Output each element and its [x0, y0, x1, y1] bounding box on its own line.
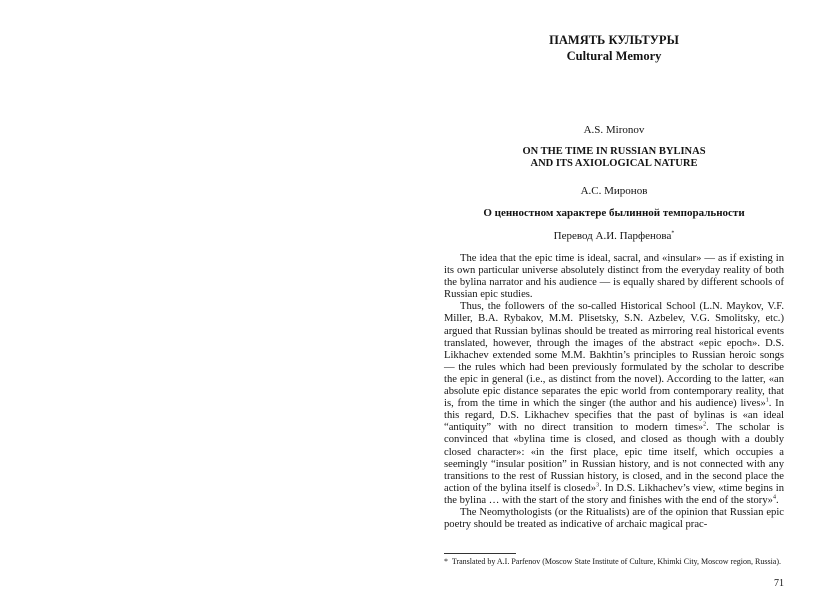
paragraph-2-part-d: . In D.S. Likhachev’s view, «time begins in the bylina … with the start of the story and finishes with the end of the story» — [444, 482, 784, 506]
footnote-ref-4: 4 — [772, 494, 776, 501]
footnote-ref-3: 3 — [596, 482, 600, 489]
footnote-text: Translated by A.I. Parfenov (Moscow State Institute of Culture, Khimki City, Moscow region, Russia). — [451, 557, 782, 566]
paragraph-1: The idea that the epic time is ideal, sacral, and «insular» — as if existing in its own particular universe absolutely distinct from the everyday reality of both the bylina narrator and his audience — is equally shared by different schools of Russian epic studies. — [444, 253, 784, 301]
article-title-en-line1: ON THE TIME IN RUSSIAN BYLINAS — [522, 146, 706, 157]
author-name-ru: А.С. Миронов — [580, 185, 648, 197]
footnote-ref-1: 1 — [765, 397, 769, 404]
footnote-ref-2: 2 — [703, 421, 707, 428]
translation-credit-text: Перевод А.И. Парфенова — [553, 230, 672, 242]
article-body — [444, 253, 784, 531]
translation-credit — [444, 230, 784, 242]
page-number: 71 — [774, 578, 784, 589]
paragraph-3: The Neomythologists (or the Ritualists) are of the opinion that Russian epic poetry should be treated as indicative of archaic magical prac- — [444, 506, 784, 531]
footnote-mark: * — [444, 557, 448, 566]
article-title-ru: О ценностном характере былинной темпоральности — [483, 207, 745, 219]
paragraph-2 — [444, 301, 784, 507]
paragraph-2-part-e: . — [775, 494, 779, 506]
author-name-en: A.S. Mironov — [583, 124, 645, 136]
footnote-divider — [444, 553, 516, 554]
article-title-en — [444, 146, 784, 170]
translation-footnote-mark: * — [671, 230, 675, 237]
article-title-en-line2: AND ITS AXIOLOGICAL NATURE — [530, 158, 698, 169]
section-title-en: Cultural Memory — [566, 49, 662, 63]
section-title-ru: ПАМЯТЬ КУЛЬТУРЫ — [549, 33, 679, 47]
footnote — [444, 557, 784, 567]
paragraph-2-part-b: . In this regard, D.S. Likhachev specifies that the past of bylinas is «an ideal “antiquity” with no direct transition to modern times» — [444, 398, 784, 434]
paragraph-2-part-a: Thus, the followers of the so-called Historical School (L.N. Maykov, V.F. Miller, B.A. Rybakov, M.M. Plisetsky, S.N. Azbelev, V.G. Smolitsky, etc.) argued that Russian bylinas should be treated as mirroring real historical events translated, however, through the images of the abstract «epic epoch». D.S. Likhachev extended some M.M. Bakhtin’s principles to Russian heroic songs — the rules which had been previously formulated by the scholar to describe the epic in general (i.e., as distinct from the novel). According to the latter, «an absolute epic distance separates the epic world from contemporary reality, that is, from the time in which the singer (the author and his audience) lives» — [444, 301, 784, 410]
paragraph-2-part-c: . The scholar is convinced that «bylina time is closed, and closed as though with a doubly closed character»: «in the first place, epic time itself, which occupies a seemingly “insular position” in Russian history, and is not connected with any transitions to the rest of Russian history, is closed, and in the second place the action of the bylina itself is closed» — [444, 422, 785, 494]
